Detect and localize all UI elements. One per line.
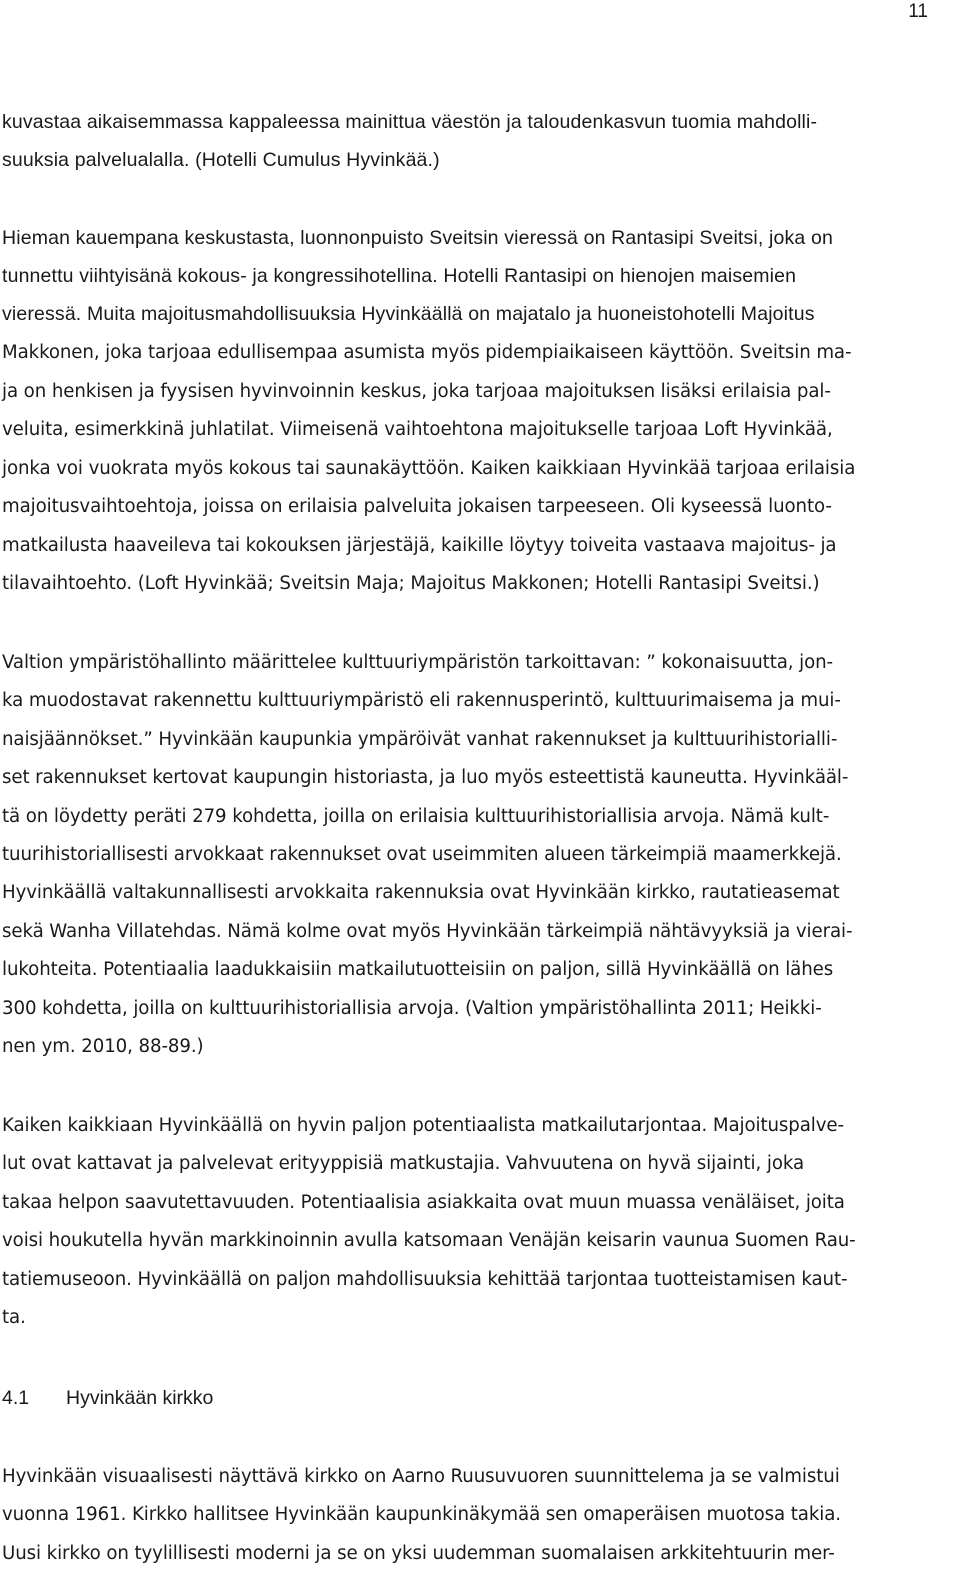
paragraph-2-line-7: jonka voi vuokrata myös kokous tai saunakäyttöön. Kaiken kaikkiaan Hyvinkää tarjoaa erilaisia <box>2 458 856 479</box>
paragraph-4-line-1: Kaiken kaikkiaan Hyvinkäällä on hyvin paljon potentiaalista matkailutarjontaa. Majoituspalve- <box>2 1115 844 1136</box>
paragraph-2-line-8: majoitusvaihtoehtoja, joissa on erilaisia palveluita jokaisen tarpeeseen. Oli kyseessä luonto- <box>2 496 832 517</box>
paragraph-2-line-1: Hieman kauempana keskustasta, luonnonpuisto Sveitsin vieressä on Rantasipi Sveitsi, joka on <box>2 227 833 249</box>
paragraph-4-line-2: lut ovat kattavat ja palvelevat erityyppisiä matkustajia. Vahvuutena on hyvä sijainti, joka <box>2 1153 805 1174</box>
paragraph-2-line-2: tunnettu viihtyisänä kokous- ja kongressihotellina. Hotelli Rantasipi on hienojen maisemien <box>2 265 797 287</box>
section-heading-number: 4.1 <box>2 1387 30 1409</box>
section-paragraph-line-1: Hyvinkään visuaalisesti näyttävä kirkko on Aarno Ruusuvuoren suunnittelema ja se valmistui <box>2 1466 840 1487</box>
page-number: 11 <box>908 1 928 22</box>
section-paragraph-line-3: Uusi kirkko on tyylillisesti moderni ja se on yksi uudemman suomalaisen arkkitehtuurin mer- <box>2 1543 835 1564</box>
paragraph-3-line-11: nen ym. 2010, 88-89.) <box>2 1036 204 1057</box>
paragraph-3-line-2: ka muodostavat rakennettu kulttuuriympäristö eli rakennusperintö, kulttuurimaisema ja mui- <box>2 690 841 711</box>
section-heading-title: Hyvinkään kirkko <box>66 1387 214 1409</box>
paragraph-4-line-6: ta. <box>2 1307 26 1328</box>
paragraph-3-line-3: naisjäännökset.” Hyvinkään kaupunkia ympäröivät vanhat rakennukset ja kulttuurihistorialli- <box>2 729 838 750</box>
paragraph-2-line-10: tilavaihtoehto. (Loft Hyvinkää; Sveitsin Maja; Majoitus Makkonen; Hotelli Rantasipi Sveitsi.) <box>2 573 820 594</box>
paragraph-4-line-3: takaa helpon saavutettavuuden. Potentiaalisia asiakkaita ovat muun muassa venäläiset, joita <box>2 1192 845 1213</box>
paragraph-2-line-5: ja on henkisen ja fyysisen hyvinvoinnin keskus, joka tarjoaa majoituksen lisäksi erilaisia pal- <box>2 381 831 402</box>
paragraph-3-line-6: tuurihistoriallisesti arvokkaat rakennukset ovat useimmiten alueen tärkeimpiä maamerkkejä. <box>2 844 842 865</box>
paragraph-3-line-8: sekä Wanha Villatehdas. Nämä kolme ovat myös Hyvinkään tärkeimpiä nähtävyyksiä ja vierai- <box>2 921 853 942</box>
paragraph-1-line-2: suuksia palvelualalla. (Hotelli Cumulus Hyvinkää.) <box>2 149 440 171</box>
paragraph-3-line-5: tä on löydetty peräti 279 kohdetta, joilla on erilaisia kulttuurihistoriallisia arvoja. Nämä kult- <box>2 806 830 827</box>
paragraph-3-line-10: 300 kohdetta, joilla on kulttuurihistoriallisia arvoja. (Valtion ympäristöhallinta 2011; Heikki- <box>2 998 822 1019</box>
paragraph-4-line-5: tatiemuseoon. Hyvinkäällä on paljon mahdollisuuksia kehittää tarjontaa tuotteistamisen kaut- <box>2 1269 848 1290</box>
paragraph-1-line-1: kuvastaa aikaisemmassa kappaleessa mainittua väestön ja taloudenkasvun tuomia mahdolli- <box>2 111 818 133</box>
paragraph-3-line-1: Valtion ympäristöhallinto määrittelee kulttuuriympäristön tarkoittavan: ” kokonaisuutta, jon- <box>2 652 834 673</box>
section-heading <box>2 1385 213 1411</box>
paragraph-3-line-7: Hyvinkäällä valtakunnallisesti arvokkaita rakennuksia ovat Hyvinkään kirkko, rautatieasemat <box>2 882 840 903</box>
paragraph-4-line-4: voisi houkutella hyvän markkinoinnin avulla katsomaan Venäjän keisarin vaunua Suomen Rau- <box>2 1230 856 1251</box>
paragraph-3-line-9: lukohteita. Potentiaalia laadukkaisiin matkailutuotteisiin on paljon, sillä Hyvinkäällä on lähes <box>2 959 834 980</box>
section-paragraph-line-2: vuonna 1961. Kirkko hallitsee Hyvinkään kaupunkinäkymää sen omaperäisen muotosa takia. <box>2 1504 841 1525</box>
paragraph-2-line-9: matkailusta haaveileva tai kokouksen järjestäjä, kaikille löytyy toiveita vastaava majoitus- ja <box>2 535 837 556</box>
paragraph-3-line-4: set rakennukset kertovat kaupungin historiasta, ja luo myös esteettistä kauneutta. Hyvinkääl- <box>2 767 849 788</box>
paragraph-2-line-3: vieressä. Muita majoitusmahdollisuuksia Hyvinkäällä on majatalo ja huoneistohotelli Majoitus <box>2 303 815 325</box>
paragraph-2-line-6: veluita, esimerkkinä juhlatilat. Viimeisenä vaihtoehtona majoitukselle tarjoaa Loft Hyvinkää, <box>2 419 833 440</box>
paragraph-2-line-4: Makkonen, joka tarjoaa edullisempaa asumista myös pidempiaikaiseen käyttöön. Sveitsin ma- <box>2 342 852 363</box>
